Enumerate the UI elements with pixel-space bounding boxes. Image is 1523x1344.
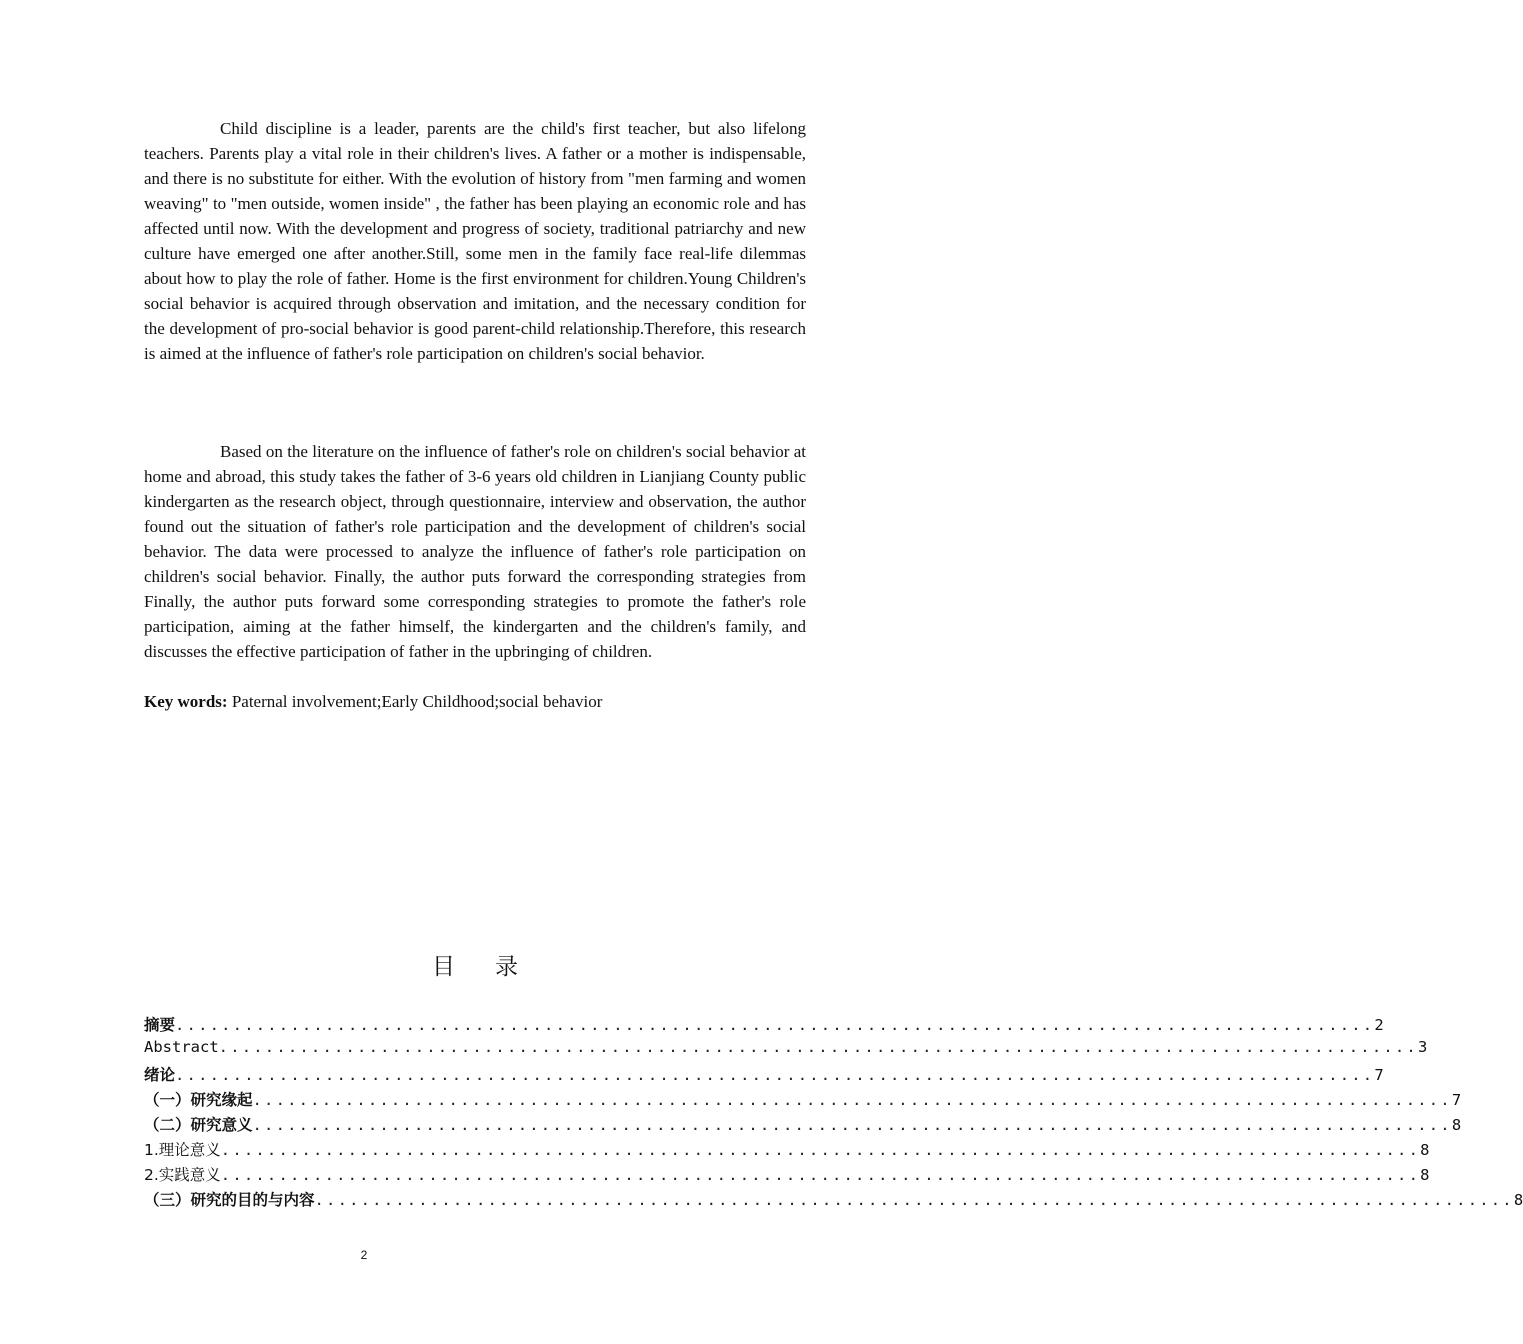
toc-entry-page: 8: [1513, 1191, 1523, 1209]
toc-leader-dots: ........................................................................................................: [314, 1191, 1514, 1209]
toc-entry-label: （三）研究的目的与内容: [144, 1191, 315, 1209]
toc-entry-page: 7: [1374, 1066, 1384, 1084]
keywords-value: Paternal involvement;Early Childhood;social behavior: [227, 692, 603, 711]
toc-title: 目录: [432, 954, 558, 980]
toc-entry-page: 8: [1451, 1116, 1462, 1134]
table-of-contents: [144, 1013, 1523, 1213]
toc-entry-page: 7: [1451, 1091, 1462, 1109]
toc-entry-label: 1.理论意义: [144, 1141, 221, 1159]
toc-entry[interactable]: [144, 1063, 1384, 1088]
keywords-line: [144, 689, 806, 714]
toc-entry-page: 3: [1417, 1038, 1428, 1056]
toc-entry[interactable]: [144, 1113, 1462, 1138]
toc-entry-label: 2.实践意义: [144, 1166, 221, 1184]
toc-entry-page: 8: [1420, 1166, 1430, 1184]
page-number: 2: [360, 1248, 368, 1262]
keywords-label: Key words:: [144, 692, 228, 711]
toc-entry-label: （一）研究缘起: [144, 1091, 253, 1109]
toc-entry[interactable]: [144, 1188, 1523, 1213]
toc-leader-dots: ........................................................................................................: [220, 1141, 1421, 1159]
toc-leader-dots: ........................................................................................................: [175, 1016, 1375, 1034]
toc-entry-label: （二）研究意义: [144, 1116, 253, 1134]
toc-entry-label: 绪论: [144, 1066, 176, 1084]
toc-leader-dots: ........................................................................................................: [252, 1091, 1452, 1109]
toc-leader-dots: ........................................................................................................: [252, 1116, 1452, 1134]
toc-leader-dots: ........................................................................................................: [218, 1038, 1418, 1056]
toc-entry[interactable]: [144, 1038, 1428, 1063]
toc-leader-dots: ........................................................................................................: [220, 1166, 1421, 1184]
toc-entry[interactable]: [144, 1138, 1430, 1163]
toc-entry[interactable]: [144, 1163, 1430, 1188]
toc-leader-dots: ........................................................................................................: [175, 1066, 1375, 1084]
toc-entry[interactable]: [144, 1088, 1462, 1113]
abstract-paragraph-1: Child discipline is a leader, parents are the child's first teacher, but also lifelong teachers. Parents play a vital role in their children's lives. A father or a mother is indispensable, and there is no substitute for either. With the evolution of history from "men farming and women weaving" to "men outside, women inside" , the father has been playing an economic role and has affected until now. With the development and progress of society, traditional patriarchy and new culture have emerged one after another.Still, some men in the family face real-life dilemmas about how to play the role of father. Home is the first environment for children.Young Children's social behavior is acquired through observation and imitation, and the necessary condition for the development of pro-social behavior is good parent-child relationship.Therefore, this research is aimed at the influence of father's role participation on children's social behavior.: [144, 119, 806, 363]
toc-entry[interactable]: [144, 1013, 1384, 1038]
toc-entry-page: 8: [1420, 1141, 1430, 1159]
toc-entry-page: 2: [1374, 1016, 1384, 1034]
toc-entry-label: 摘要: [144, 1016, 176, 1034]
abstract-paragraph-2: Based on the literature on the influence of father's role on children's social behavior at home and abroad, this study takes the father of 3-6 years old children in Lianjiang County public kindergarten as the research object, through questionnaire, interview and observation, the author found out the situation of father's role participation and the development of children's social behavior. The data were processed to analyze the influence of father's role participation on children's social behavior. Finally, the author puts forward the corresponding strategies from Finally, the author puts forward some corresponding strategies to promote the father's role participation, aiming at the father himself, the kindergarten and the children's family, and discusses the effective participation of father in the upbringing of children.: [144, 442, 806, 661]
toc-entry-label: Abstract: [144, 1038, 219, 1056]
